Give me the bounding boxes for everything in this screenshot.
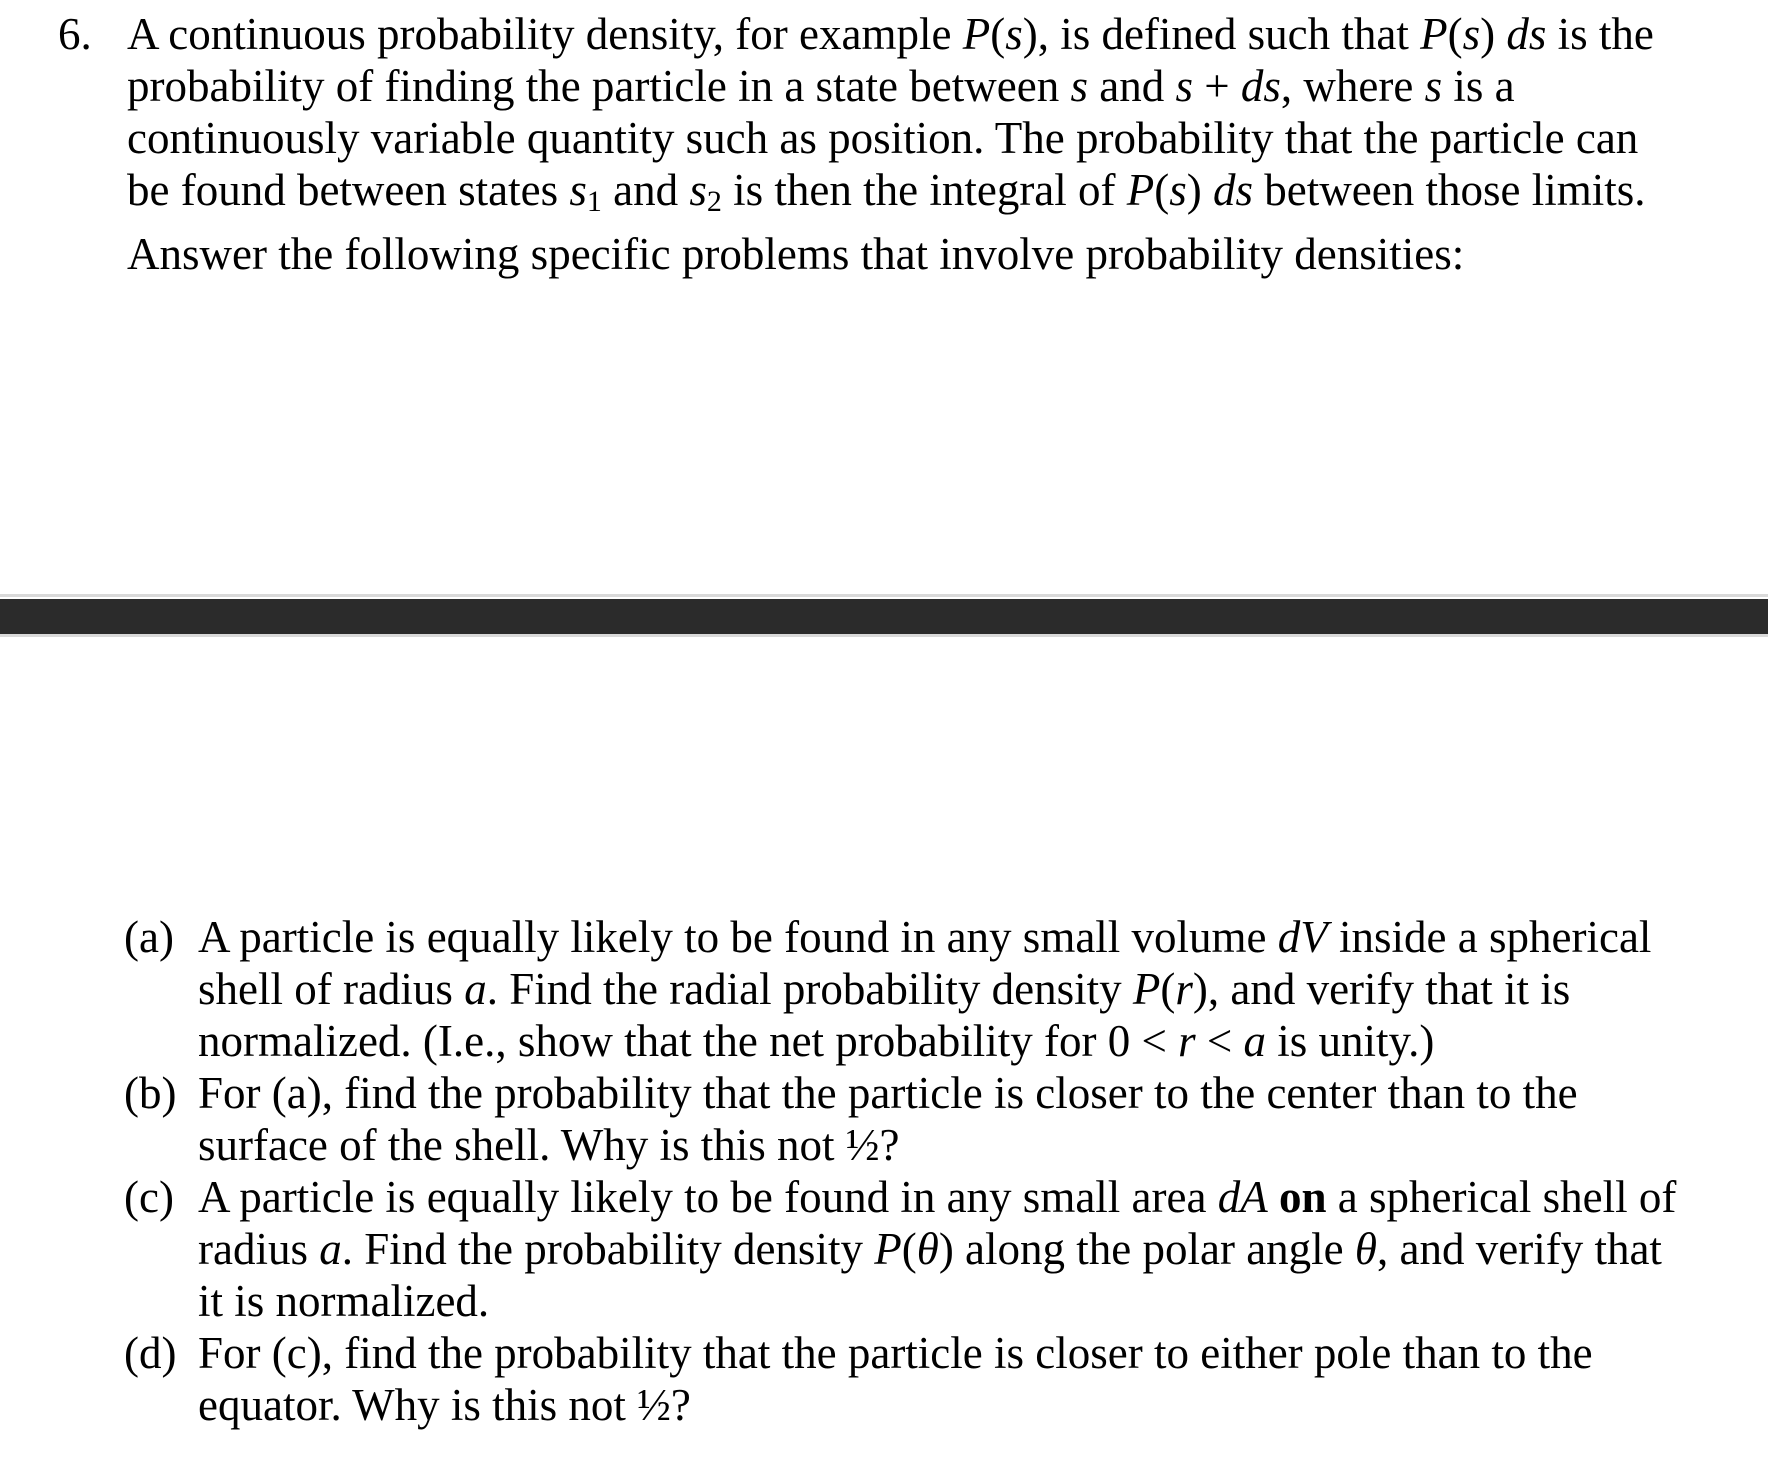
question-parts [124,911,1764,1431]
part-line: A particle is equally likely to be found in any small volume dV inside a spherical [198,912,1652,962]
part-line: shell of radius a. Find the radial probability density P(r), and verify that it is [198,964,1571,1014]
question-line: Answer the following specific problems that involve probability densities: [127,229,1465,279]
part-line: A particle is equally likely to be found in any small area dA on a spherical shell of [198,1172,1677,1222]
part-label: (a) [124,912,174,962]
part-a [124,911,1764,1067]
part-line: For (c), find the probability that the particle is closer to either pole than to the [198,1328,1593,1378]
question-text [127,8,1757,280]
question-line: continuously variable quantity such as position. The probability that the particle can [127,113,1639,163]
part-line: For (a), find the probability that the particle is closer to the center than to the [198,1068,1578,1118]
divider-edge-top [0,594,1768,597]
part-line: surface of the shell. Why is this not ½? [198,1120,900,1170]
part-line: normalized. (I.e., show that the net probability for 0 < r < a is unity.) [198,1016,1435,1066]
part-line: radius a. Find the probability density P(θ) along the polar angle θ, and verify that [198,1224,1662,1274]
part-line: equator. Why is this not ½? [198,1380,691,1430]
divider-edge-bottom [0,634,1768,637]
part-label: (b) [124,1068,177,1118]
question-line: A continuous probability density, for example P(s), is defined such that P(s) ds is the [127,9,1654,59]
question-line: probability of finding the particle in a state between s and s + ds, where s is a [127,61,1515,111]
part-d [124,1327,1764,1431]
part-c [124,1171,1764,1327]
question-number: 6. [58,9,92,59]
page-divider-bar [0,599,1768,634]
question-line: be found between states $s_1$ and $s_2$ is then the integral of P(s) ds between those limits. [127,165,1646,218]
part-label: (d) [124,1328,177,1378]
part-label: (c) [124,1172,174,1222]
part-line: it is normalized. [198,1276,490,1326]
part-b [124,1067,1764,1171]
